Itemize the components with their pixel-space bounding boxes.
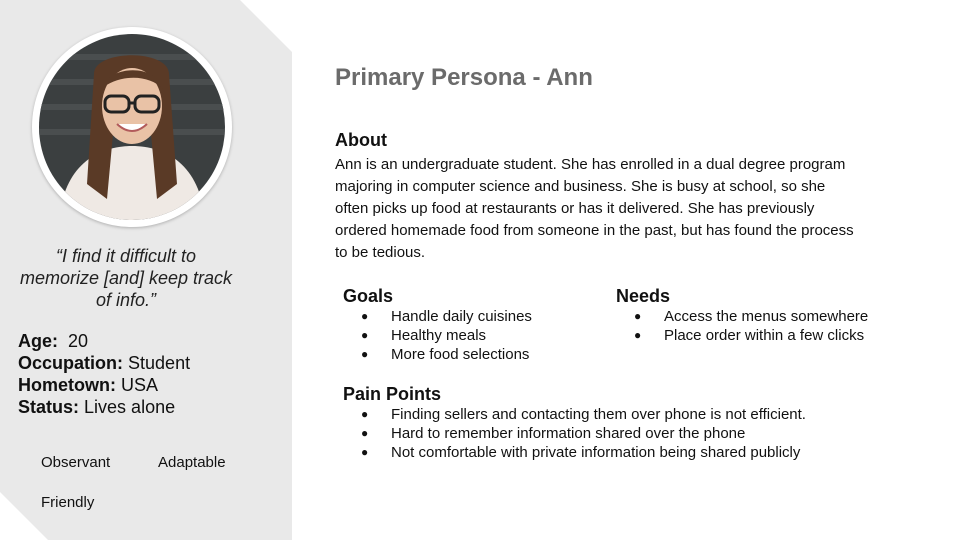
needs-heading: Needs [616, 286, 671, 306]
hometown-row [18, 374, 190, 396]
bullet-icon: ● [361, 328, 369, 342]
list-item [343, 405, 806, 424]
needs-list [616, 307, 868, 345]
status-value: Lives alone [84, 397, 176, 417]
goal-text: Healthy meals [391, 327, 487, 344]
pain-points-heading: Pain Points [343, 384, 442, 404]
goal-text: More food selections [391, 346, 530, 363]
need-text: Place order within a few clicks [664, 327, 865, 344]
about-heading: About [335, 130, 387, 150]
age-value: 20 [68, 331, 89, 351]
bullet-icon: ● [634, 328, 642, 342]
list-item [343, 326, 532, 345]
list-item [343, 443, 806, 462]
trait-tag: Observant [41, 454, 111, 471]
bullet-icon: ● [361, 309, 369, 323]
bullet-icon: ● [634, 309, 642, 323]
age-row [18, 330, 190, 352]
age-label: Age: [18, 331, 58, 351]
bullet-icon: ● [361, 445, 369, 459]
pain-point-text: Hard to remember information shared over the phone [391, 425, 746, 442]
occupation-value: Student [128, 353, 191, 373]
trait-tag: Friendly [41, 494, 95, 511]
persona-facts [18, 330, 190, 418]
panel-corner-cut [240, 0, 292, 52]
pain-point-text: Finding sellers and contacting them over phone is not efficient. [391, 406, 806, 423]
list-item [616, 307, 868, 326]
bullet-icon: ● [361, 407, 369, 421]
page-title: Primary Persona - Ann [335, 64, 593, 91]
occupation-label: Occupation: [18, 353, 124, 373]
avatar [32, 27, 232, 227]
list-item [616, 326, 868, 345]
goal-text: Handle daily cuisines [391, 308, 532, 325]
goals-heading: Goals [343, 286, 394, 306]
pain-points-list [343, 405, 806, 462]
status-row [18, 396, 190, 418]
status-label: Status: [18, 397, 80, 417]
hometown-label: Hometown: [18, 375, 116, 395]
persona-photo [39, 34, 225, 220]
list-item [343, 307, 532, 326]
pain-point-text: Not comfortable with private information being shared publicly [391, 444, 801, 461]
trait-tag: Adaptable [158, 454, 226, 471]
bullet-icon: ● [361, 347, 369, 361]
goals-list [343, 307, 532, 364]
bullet-icon: ● [361, 426, 369, 440]
list-item [343, 424, 806, 443]
need-text: Access the menus somewhere [664, 308, 869, 325]
occupation-row [18, 352, 190, 374]
hometown-value: USA [121, 375, 159, 395]
list-item [343, 345, 532, 364]
about-text: Ann is an undergraduate student. She has enrolled in a dual degree program majoring in computer science and business. She is busy at school, so she often picks up food at restaurants or has it delivered. She has previously ordered homemade food from someone in the past, but has found the process to be tedious. [335, 156, 854, 261]
persona-quote: “I find it difficult to memorize [and] keep track of info.” [19, 246, 233, 310]
